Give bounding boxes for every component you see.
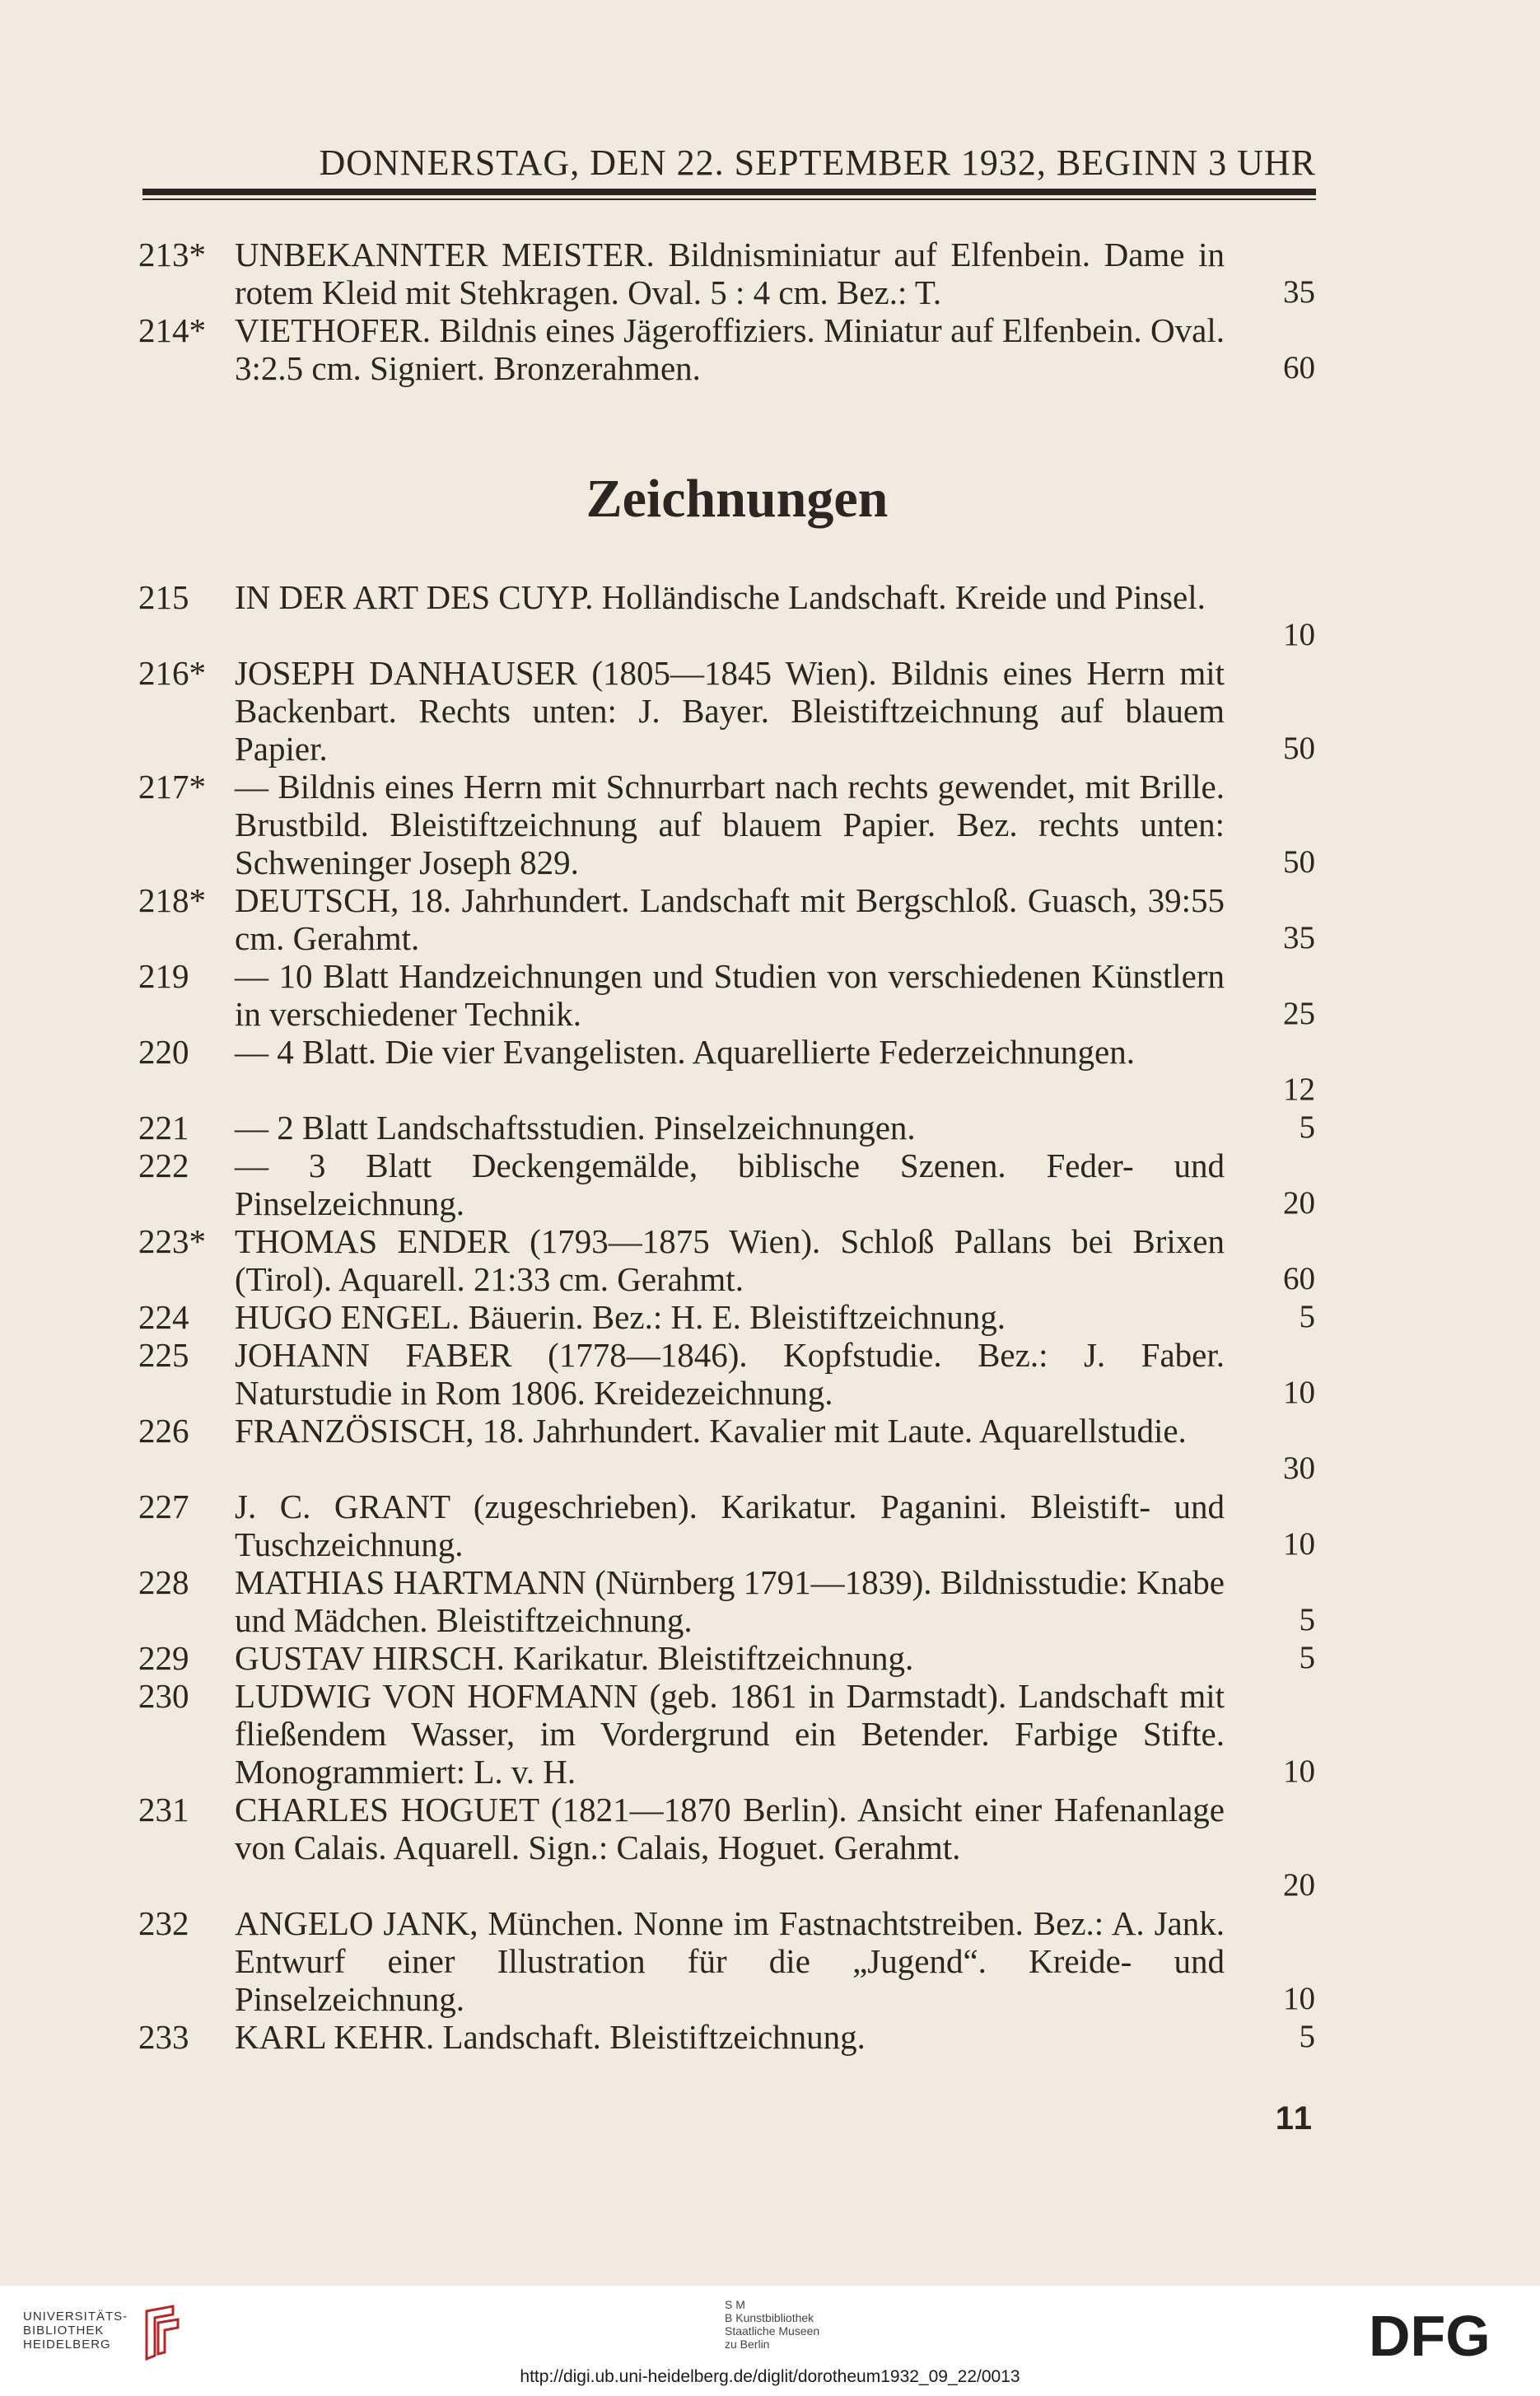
entry-price: 50: [1283, 844, 1315, 880]
entry-number: 223*: [138, 1222, 206, 1260]
entry-text: DEUTSCH, 18. Jahrhundert. Landschaft mit Bergschloß. Guasch, 39:55 cm. Gerahmt.: [235, 881, 1225, 957]
entry-number: 218*: [138, 881, 206, 919]
section-heading: Zeichnungen: [586, 469, 889, 529]
entry-price: 60: [1283, 350, 1315, 385]
entry-number: 221: [138, 1109, 189, 1147]
header-rule: [142, 189, 1316, 195]
entry-price: 25: [1283, 996, 1315, 1031]
entry-price: 10: [1283, 617, 1315, 652]
entry-number: 228: [138, 1563, 189, 1601]
entry-text: UNBEKANNTER MEISTER. Bildnisminiatur auf Elfenbein. Dame in rotem Kleid mit Stehkragen. Oval. 5 : 4 cm. Bez.: T.: [235, 236, 1225, 311]
entry-text: FRANZÖSISCH, 18. Jahrhundert. Kavalier mit Laute. Aquarellstudie.: [235, 1412, 1187, 1450]
entry-price: 20: [1283, 1867, 1315, 1903]
dfg-logo[interactable]: DFG: [1369, 2304, 1491, 2368]
entry-text: — 10 Blatt Handzeichnungen und Studien von verschiedenen Künstlern in verschiedener Technik.: [235, 957, 1225, 1033]
entry-number: 224: [138, 1298, 189, 1336]
center-logo-line: zu Berlin: [725, 2338, 770, 2351]
entry-text: GUSTAV HIRSCH. Karikatur. Bleistiftzeichnung.: [235, 1639, 914, 1677]
entry-number: 213*: [138, 236, 206, 273]
center-logo-line: Staatliche Museen: [725, 2324, 820, 2338]
entry-price: 10: [1283, 1754, 1315, 1789]
entry-number: 217*: [138, 768, 206, 806]
kunstbibliothek-logo: [725, 2298, 819, 2351]
header-rule-thin: [142, 198, 1316, 200]
entry-text: CHARLES HOGUET (1821—1870 Berlin). Ansicht einer Hafenanlage von Calais. Aquarell. Sign.: Calais, Hoguet. Gerahmt.: [235, 1791, 1225, 1866]
entry-price: 35: [1283, 274, 1315, 310]
entry-price: 5: [1299, 1299, 1315, 1334]
university-library-logo-text[interactable]: [23, 2310, 128, 2352]
uni-logo-line: HEIDELBERG: [23, 2338, 111, 2352]
entry-price: 50: [1283, 731, 1315, 766]
entry-text: — 2 Blatt Landschaftsstudien. Pinselzeichnungen.: [235, 1109, 916, 1147]
entry-text: HUGO ENGEL. Bäuerin. Bez.: H. E. Bleistiftzeichnung.: [235, 1298, 1006, 1336]
entry-text: IN DER ART DES CUYP. Holländische Landschaft. Kreide und Pinsel.: [235, 578, 1206, 616]
entry-number: 220: [138, 1033, 189, 1071]
entry-price: 5: [1299, 1640, 1315, 1675]
entry-number: 232: [138, 1904, 189, 1942]
page-url[interactable]: http://digi.ub.uni-heidelberg.de/diglit/dorotheum1932_09_22/0013: [520, 2367, 1020, 2386]
center-logo-line: S M: [725, 2298, 745, 2311]
entry-text: JOSEPH DANHAUSER (1805—1845 Wien). Bildnis eines Herrn mit Backenbart. Rechts unten: J. Bayer. Bleistiftzeichnung auf blauem Papier.: [235, 654, 1225, 768]
entry-number: 225: [138, 1336, 189, 1374]
entry-price: 30: [1283, 1450, 1315, 1486]
entry-price: 5: [1299, 1602, 1315, 1637]
uni-logo-line: BIBLIOTHEK: [23, 2324, 105, 2338]
entry-price: 10: [1283, 1526, 1315, 1562]
entry-number: 231: [138, 1791, 189, 1829]
page-header: DONNERSTAG, DEN 22. SEPTEMBER 1932, BEGINN 3 UHR: [319, 142, 1316, 183]
entry-number: 233: [138, 2018, 189, 2056]
entry-price: 5: [1299, 1109, 1315, 1145]
entry-number: 214*: [138, 311, 206, 349]
entry-price: 12: [1283, 1072, 1315, 1107]
entry-number: 219: [138, 957, 189, 995]
entry-text: ANGELO JANK, München. Nonne im Fastnachtstreiben. Bez.: A. Jank. Entwurf einer Illustration für die „Jugend“. Kreide- und Pinselzeichnung.: [235, 1904, 1225, 2018]
page-number: 11: [1275, 2100, 1314, 2137]
entry-text: VIETHOFER. Bildnis eines Jägeroffiziers. Miniatur auf Elfenbein. Oval. 3:2.5 cm. Signiert. Bronzerahmen.: [235, 311, 1225, 387]
entry-number: 229: [138, 1639, 189, 1677]
entry-text: — 3 Blatt Deckengemälde, biblische Szenen. Feder- und Pinselzeichnung.: [235, 1147, 1225, 1222]
entry-price: 20: [1283, 1185, 1315, 1221]
entry-text: LUDWIG VON HOFMANN (geb. 1861 in Darmstadt). Landschaft mit fließendem Wasser, im Vordergrund ein Betender. Farbige Stifte. Monogrammiert: L. v. H.: [235, 1677, 1225, 1791]
entry-number: 227: [138, 1488, 189, 1525]
entry-price: 5: [1299, 2019, 1315, 2054]
entry-text: THOMAS ENDER (1793—1875 Wien). Schloß Pallans bei Brixen (Tirol). Aquarell. 21:33 cm. Gerahmt.: [235, 1222, 1225, 1298]
entry-text: — Bildnis eines Herrn mit Schnurrbart nach rechts gewendet, mit Brille. Brustbild. Bleistiftzeichnung auf blauem Papier. Bez. rechts unten: Schweninger Joseph 829.: [235, 768, 1225, 881]
entry-number: 230: [138, 1677, 189, 1715]
entry-number: 222: [138, 1147, 189, 1184]
entry-text: MATHIAS HARTMANN (Nürnberg 1791—1839). Bildnisstudie: Knabe und Mädchen. Bleistiftzeichnung.: [235, 1563, 1225, 1639]
uni-logo-line: UNIVERSITÄTS-: [23, 2310, 128, 2324]
center-logo-line: B Kunstbibliothek: [725, 2311, 814, 2324]
entry-text: — 4 Blatt. Die vier Evangelisten. Aquarellierte Federzeichnungen.: [235, 1033, 1135, 1071]
entry-text: KARL KEHR. Landschaft. Bleistiftzeichnung.: [235, 2018, 866, 2056]
entry-price: 35: [1283, 920, 1315, 955]
entry-number: 226: [138, 1412, 189, 1450]
entry-text: JOHANN FABER (1778—1846). Kopfstudie. Bez.: J. Faber. Naturstudie in Rom 1806. Kreidezeichnung.: [235, 1336, 1225, 1412]
entry-text: J. C. GRANT (zugeschrieben). Karikatur. Paganini. Bleistift- und Tuschzeichnung.: [235, 1488, 1225, 1563]
entry-price: 10: [1283, 1981, 1315, 2016]
entry-price: 10: [1283, 1375, 1315, 1410]
entry-price: 60: [1283, 1261, 1315, 1296]
entry-number: 216*: [138, 654, 206, 692]
entry-number: 215: [138, 578, 189, 616]
university-library-logo-icon[interactable]: [142, 2305, 183, 2362]
